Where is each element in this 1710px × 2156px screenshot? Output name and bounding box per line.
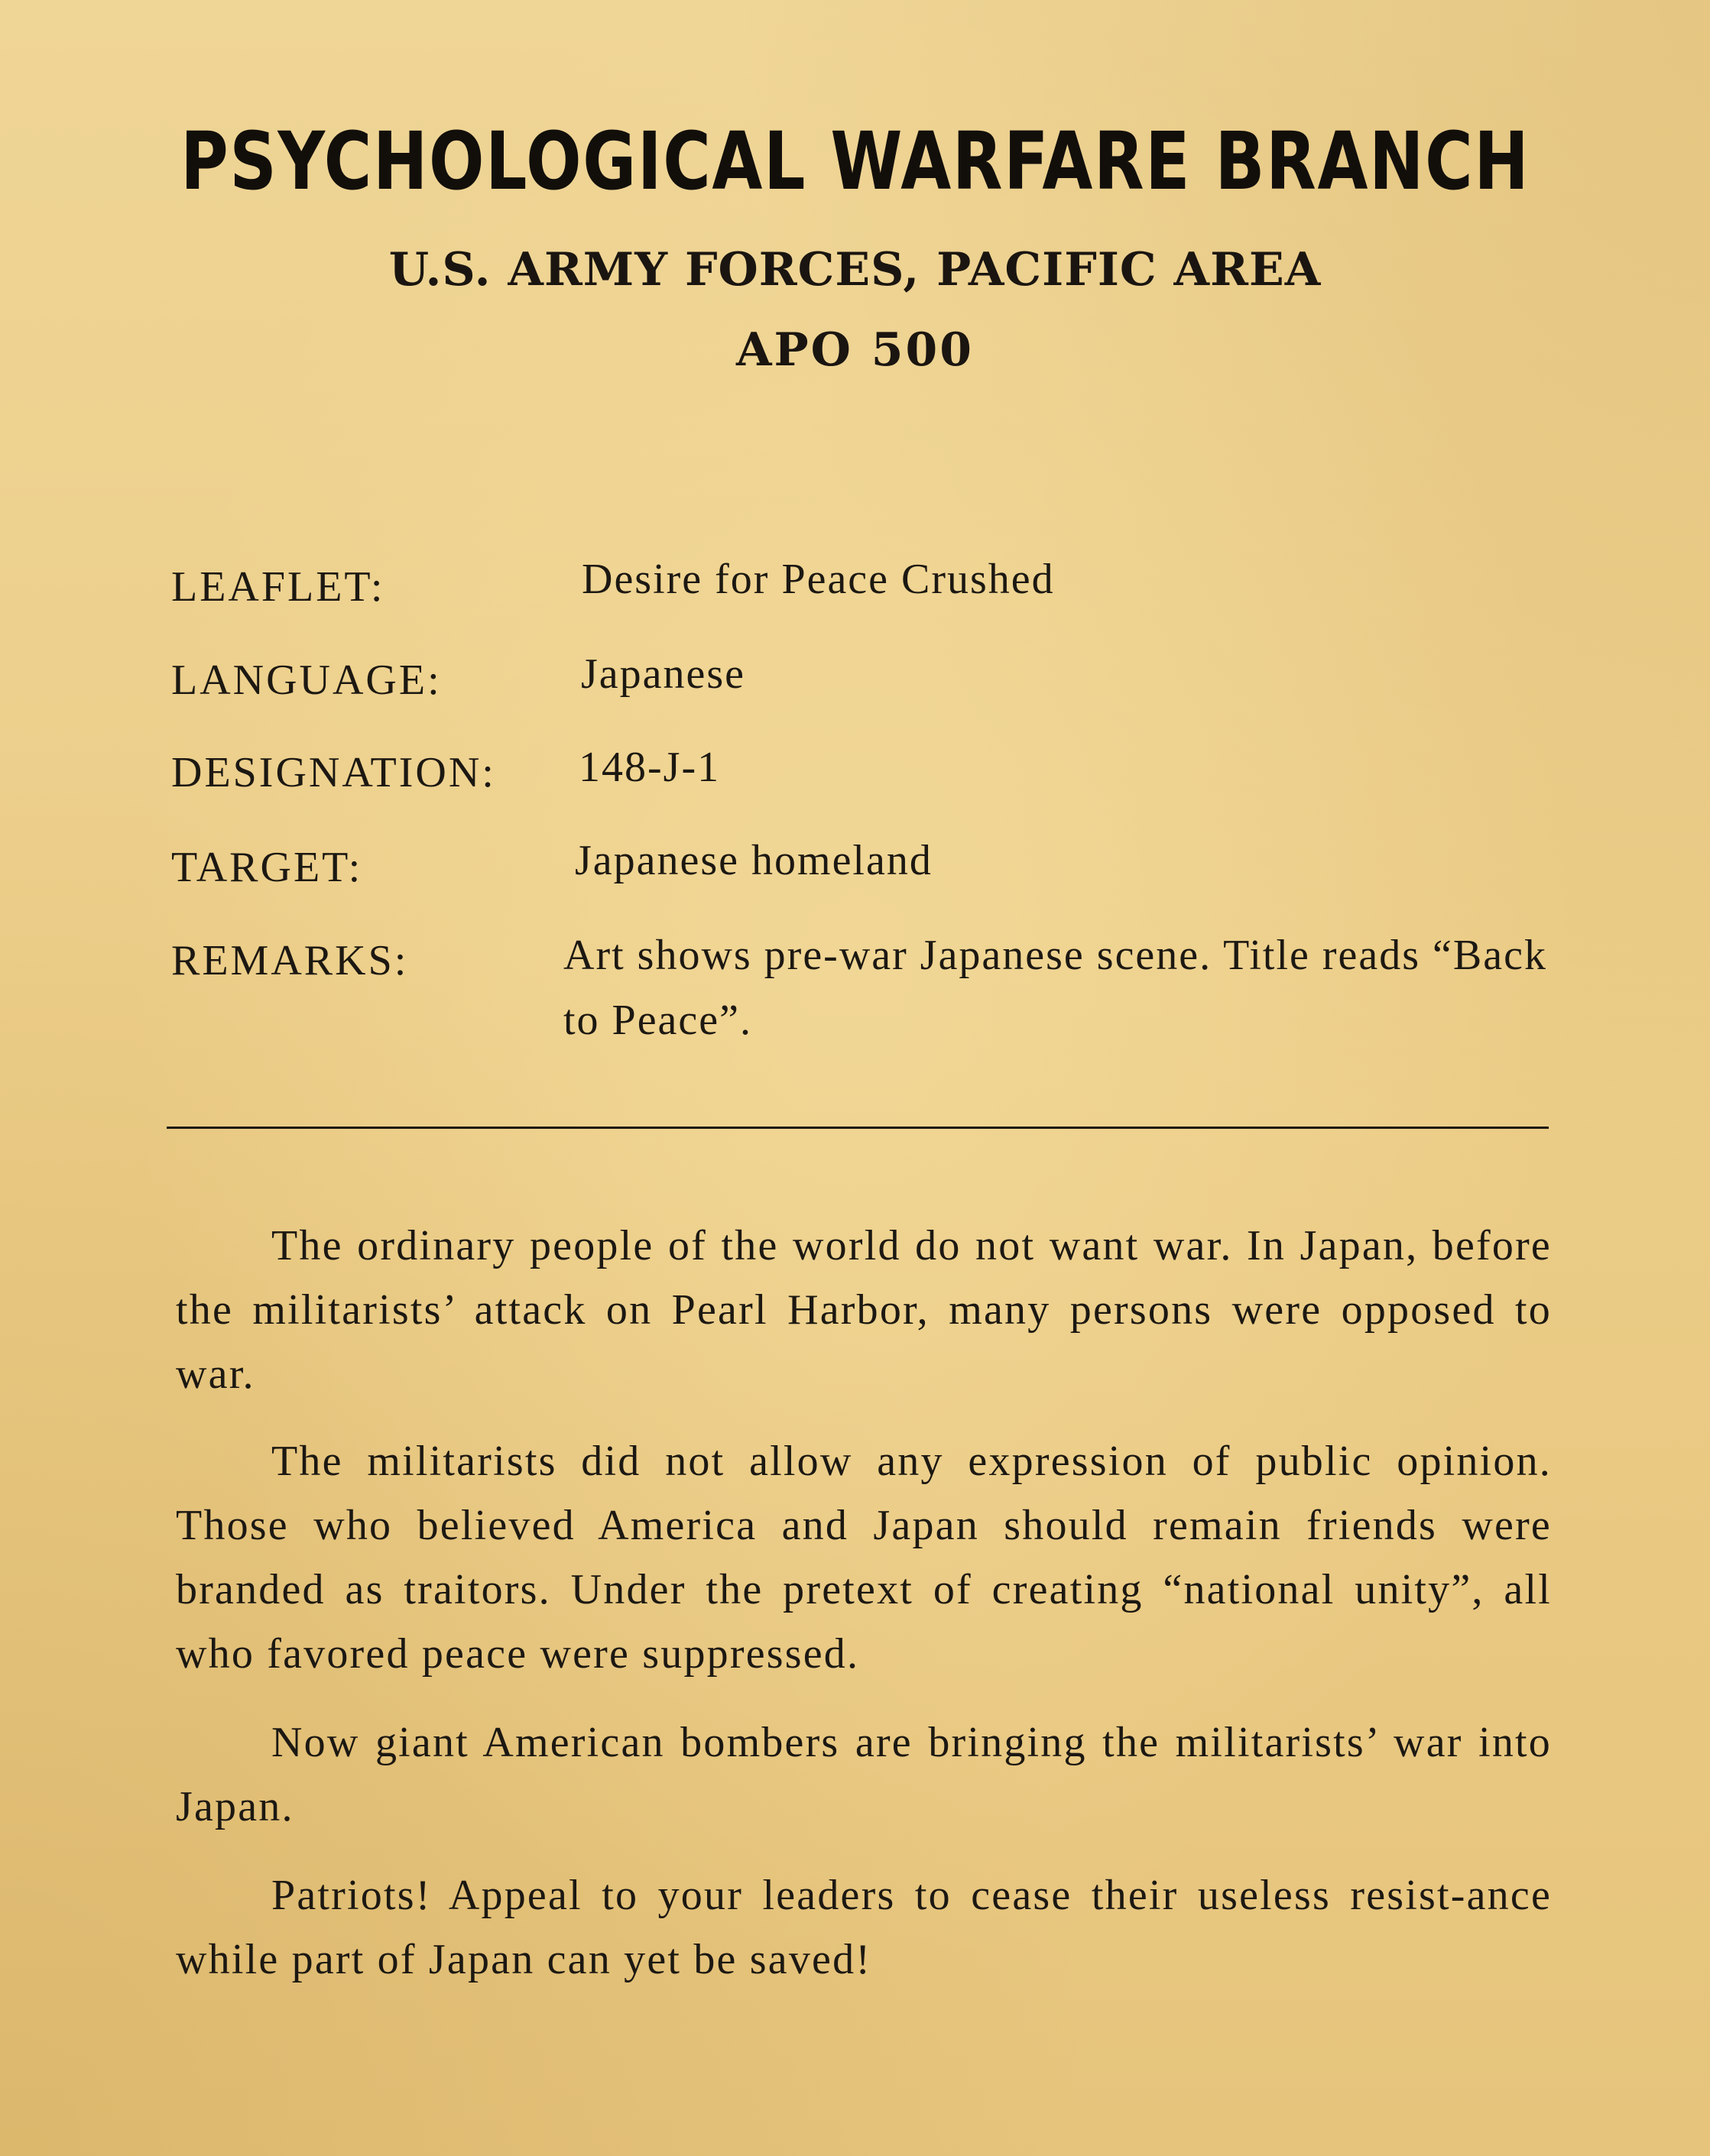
body-paragraph-1: The ordinary people of the world do not want war. In Japan, before the militarists’ attack on Pearl Harbor, many persons were opposed to war. [176, 1222, 1552, 1398]
body-paragraph-3: Now giant American bombers are bringing the militarists’ war into Japan. [176, 1719, 1552, 1830]
leaflet-label: LEAFLET: [171, 563, 385, 611]
leaflet-value: Desire for Peace Crushed [582, 556, 1055, 603]
target-value: Japanese homeland [575, 837, 933, 884]
army-forces-subtitle: U.S. ARMY FORCES, PACIFIC AREA [388, 243, 1322, 297]
target-label: TARGET: [171, 844, 363, 891]
designation-value: 148-J-1 [579, 744, 721, 791]
branch-title: PSYCHOLOGICAL WARFARE BRANCH [180, 115, 1530, 208]
body-paragraph-2: The militarists did not allow any expression of public opinion. Those who believed America and Japan should remain friends were branded as traitors. Under the pretext of creating “national unity”, all who favored peace were suppressed. [176, 1438, 1552, 1678]
designation-label: DESIGNATION: [171, 749, 496, 796]
remarks-label: REMARKS: [171, 937, 409, 984]
body-paragraph-4: Patriots! Appeal to your leaders to cease their useless resist-ance while part of Japan can yet be saved! [176, 1872, 1552, 1983]
language-label: LANGUAGE: [171, 657, 442, 704]
remarks-value: Art shows pre-war Japanese scene. Title reads “Back to Peace”. [563, 932, 1547, 1044]
apo-number: APO 500 [735, 323, 975, 377]
section-divider [167, 1127, 1549, 1129]
language-value: Japanese [581, 650, 746, 698]
